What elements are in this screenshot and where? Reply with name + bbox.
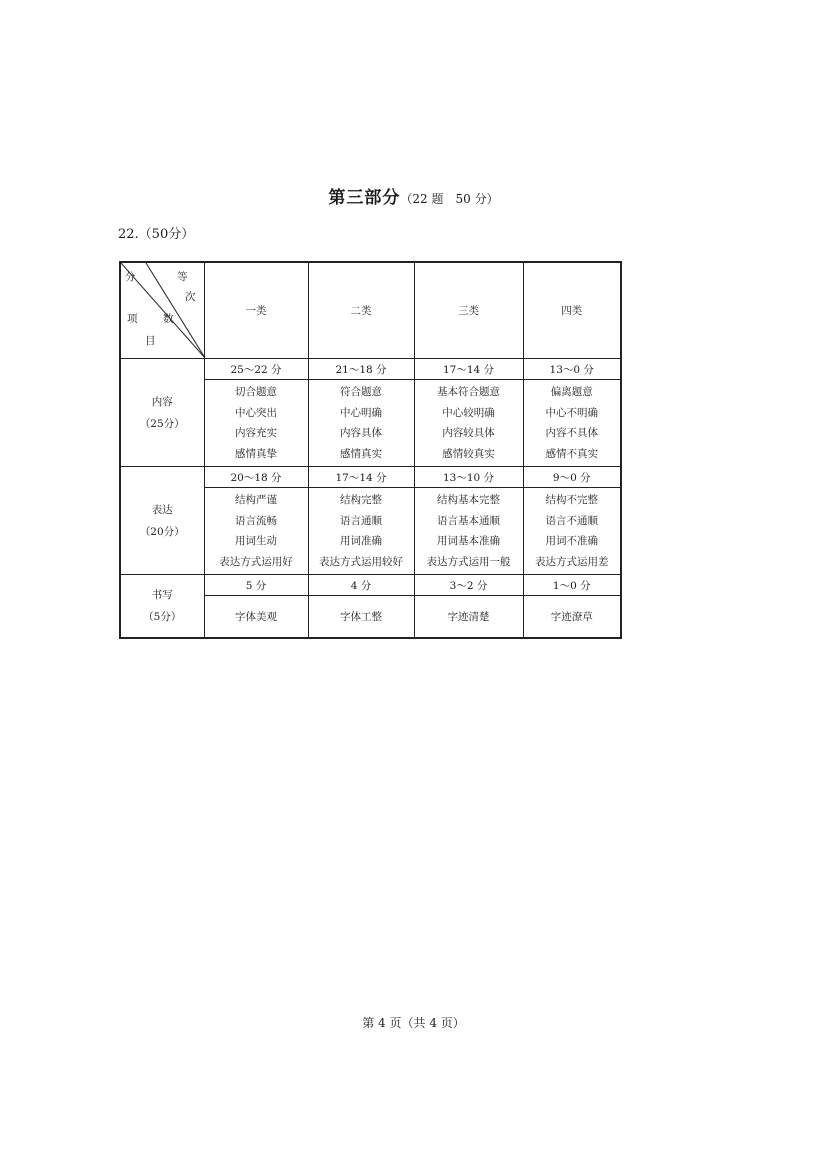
column-header-3: 三类 <box>414 262 523 359</box>
criterion: 表达方式运用好 <box>219 555 293 568</box>
score-range: 9～0 分 <box>523 467 621 488</box>
row-points: （20分） <box>139 525 185 538</box>
table-header-row <box>120 262 621 359</box>
criteria-cell <box>414 380 523 467</box>
score-range: 4 分 <box>308 575 414 596</box>
criterion: 语言不通顺 <box>545 514 598 527</box>
criterion: 结构基本完整 <box>437 494 500 506</box>
row-name: 内容 <box>151 395 173 408</box>
criterion: 语言流畅 <box>235 514 277 527</box>
score-range: 13～10 分 <box>414 467 523 488</box>
corner-label-mu: 目 <box>145 335 156 347</box>
criterion: 感情真实 <box>340 447 382 460</box>
criteria-cell <box>523 380 621 467</box>
criterion: 内容充实 <box>235 427 277 439</box>
criterion: 用词生动 <box>235 535 277 547</box>
score-range: 5 分 <box>204 575 308 596</box>
corner-label-fen: 分 <box>125 271 136 283</box>
criterion: 结构不完整 <box>545 494 598 506</box>
section-title-main: 第三部分 <box>328 188 401 208</box>
row-header-content <box>120 359 204 467</box>
criterion: 基本符合题意 <box>437 386 500 398</box>
criterion: 内容较具体 <box>442 427 495 439</box>
writing-score-row <box>120 575 621 596</box>
criterion: 语言通顺 <box>340 514 382 527</box>
row-name: 表达 <box>151 503 173 516</box>
score-range: 17～14 分 <box>308 467 414 488</box>
content-score-row <box>120 359 621 380</box>
criterion: 内容具体 <box>340 427 382 439</box>
criterion: 中心较明确 <box>442 406 495 419</box>
criteria-cell <box>204 380 308 467</box>
score-range: 20～18 分 <box>204 467 308 488</box>
corner-label-ci: 次 <box>185 291 196 303</box>
criterion: 切合题意 <box>235 386 277 398</box>
diagonal-corner-cell <box>120 262 204 359</box>
column-header-4: 四类 <box>523 262 621 359</box>
section-title <box>0 183 827 208</box>
score-range: 17～14 分 <box>414 359 523 380</box>
row-name: 书写 <box>151 588 173 601</box>
criteria-cell: 字迹清楚 <box>414 596 523 638</box>
section-title-sub: （22 题 50 分） <box>400 192 499 206</box>
corner-label-xiang: 项 <box>127 313 138 325</box>
criterion: 感情不真实 <box>545 447 598 460</box>
criterion: 偏离题意 <box>550 386 593 398</box>
criteria-cell <box>414 488 523 575</box>
criterion: 结构严谨 <box>235 494 277 506</box>
score-range: 1～0 分 <box>523 575 621 596</box>
criterion: 感情较真实 <box>442 447 495 460</box>
criterion: 结构完整 <box>340 494 382 506</box>
criterion: 用词不准确 <box>545 535 598 547</box>
criteria-cell: 字体工整 <box>308 596 414 638</box>
criterion: 用词基本准确 <box>437 535 500 547</box>
criteria-cell <box>308 380 414 467</box>
row-header-writing <box>120 575 204 638</box>
criteria-cell <box>204 488 308 575</box>
page-footer: 第 4 页（共 4 页） <box>362 1016 465 1030</box>
criterion: 感情真挚 <box>235 447 277 460</box>
column-header-2: 二类 <box>308 262 414 359</box>
criterion: 表达方式运用较好 <box>319 555 403 568</box>
column-header-1: 一类 <box>204 262 308 359</box>
criterion: 符合题意 <box>340 386 382 398</box>
criteria-cell: 字体美观 <box>204 596 308 638</box>
criterion: 用词准确 <box>340 535 382 547</box>
corner-label-deng: 等 <box>177 271 188 283</box>
row-points: （5分） <box>143 610 182 623</box>
criterion: 语言基本通顺 <box>437 514 500 527</box>
score-range: 3～2 分 <box>414 575 523 596</box>
score-range: 13～0 分 <box>523 359 621 380</box>
criteria-cell <box>308 488 414 575</box>
score-range: 25～22 分 <box>204 359 308 380</box>
row-header-expression <box>120 467 204 575</box>
row-points: （25分） <box>139 417 185 430</box>
expression-score-row <box>120 467 621 488</box>
criterion: 中心明确 <box>340 406 382 419</box>
criterion: 内容不具体 <box>545 427 598 439</box>
corner-label-shu: 数 <box>163 313 174 325</box>
criteria-cell: 字迹潦草 <box>523 596 621 638</box>
criteria-cell <box>523 488 621 575</box>
criterion: 中心不明确 <box>545 406 598 419</box>
scoring-rubric-table <box>119 261 622 639</box>
score-range: 21～18 分 <box>308 359 414 380</box>
question-number: 22.（50分） <box>118 227 195 242</box>
criterion: 表达方式运用差 <box>535 555 609 568</box>
criterion: 中心突出 <box>235 406 277 419</box>
criterion: 表达方式运用一般 <box>426 555 511 568</box>
